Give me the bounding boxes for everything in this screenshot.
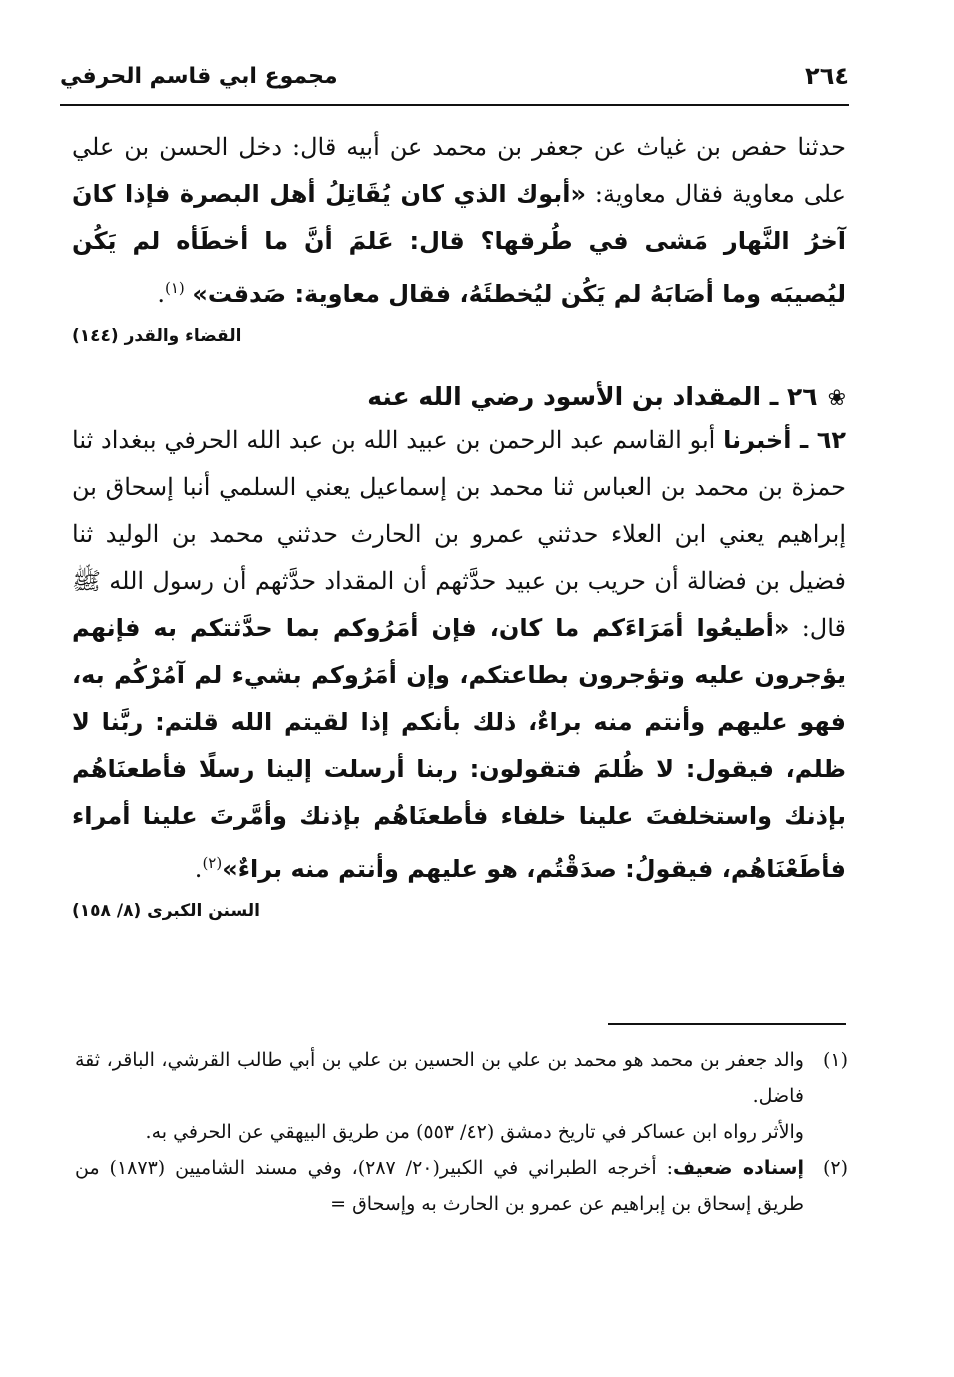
footnote-number: (٢) [822, 1157, 848, 1179]
footnote-ref-2: (٢) [202, 854, 223, 872]
footnote-bold-lead: إسناده ضعيف [673, 1157, 804, 1179]
hadith-isnad-text: أبو القاسم عبد الرحمن بن عبيد الله بن عبد الله الحرفي ببغداد ثنا حمزة بن محمد بن العباس ثنا محمد بن إسماعيل يعني السلمي أنبا إسحاق بن إبراهيم يعني ابن العلاء حدثني عمرو بن الحارث حدثني محمد بن الوليد ثنا فضيل بن فضالة أن حريب بن عبيد حدَّثهم أن المقداد حدَّثهم أن رسول الله ﷺ قال: [72, 426, 847, 642]
source-citation-1: القضاء والقدر (١٤٤) [72, 326, 242, 346]
footnote-2 [75, 1150, 848, 1222]
hadith-number-label: ٦٢ ـ أخبرنا [723, 426, 846, 454]
main-text [72, 124, 846, 921]
footnote-line: والأثر رواه ابن عساكر في تاريخ دمشق (٤٢/ ٥٥٣) من طريق البيهقي عن الحرفي به. [145, 1121, 804, 1143]
end-mark: . [157, 280, 165, 308]
running-title: مجموع ابي قاسم الحرفي [60, 64, 338, 89]
footnote-number: (١) [822, 1049, 848, 1071]
end-mark: . [194, 855, 203, 883]
hadith-matn-text: «أطيعُوا أمَرَاءَكم ما كان، فإن أمَرُوكم بما حدَّثتكم به فإنهم يؤجرون عليه وتؤجرون بطاعتكم، وإن أمَرُوكم بشيء لم آمُرْكُم به، فهو عليهم وأنتم منه براءٌ، ذلك بأنكم إذا لقيتم الله قلتم: ربَّنا لا ظلم، فيقول: لا ظُلمَ فتقولون: ربنا أرسلت إلينا رسلًا فأطعنَاهُم بإذنك واستخلفتَ علينا خلفاء فأطعنَاهُم بإذنك وأمَّرتَ علينا أمراء فأطَعْنَاهُم، فيقولُ: صدَقْتُم، هو عليهم وأنتم منه براءٌ» [72, 614, 846, 883]
footnote-line [75, 1150, 804, 1222]
source-citation-2: السنن الكبرى (٨/ ١٥٨) [72, 901, 260, 921]
header-rule [60, 104, 849, 106]
footnote-text: : أخرجه الطبراني في الكبير(٢٠/ ٢٨٧)، وفي مسند الشاميين (١٨٧٣) من طريق إسحاق بن إبراهيم عن عمرو بن الحارث به وإسحاق = [75, 1157, 804, 1215]
hadith-paragraph-62 [72, 417, 846, 893]
section-heading [72, 382, 846, 411]
section-title: ٢٦ ـ المقداد بن الأسود رضي الله عنه [367, 382, 818, 411]
footnote-body [75, 1042, 804, 1150]
footnote-ref-1: (١) [164, 279, 185, 297]
page-header [60, 52, 849, 102]
footnote-separator [608, 1023, 846, 1025]
hadith-paragraph-1 [72, 124, 846, 318]
footnote-1 [75, 1042, 848, 1150]
hadith-isnad-text: حدثنا حفص بن غياث عن جعفر بن محمد عن أبيه قال: دخل الحسن بن علي على معاوية فقال معاوية: [72, 133, 846, 208]
footnote-body [75, 1150, 804, 1222]
flower-icon: ❀ [827, 386, 846, 411]
hadith-matn-text: «أبوك الذي كان يُقَاتِلُ أهل البصرة فإذا كانَ آخرُ النَّهار مَشى في طُرقها؟ قال: عَلمَ أنَّ ما أخطَأه لم يَكُن ليُصيبَه وما أصَابَهُ لم يَكُن ليُخطئَهُ، فقال معاوية: صَدقت» [72, 180, 846, 308]
footnote-line: والد جعفر بن محمد هو محمد بن علي بن الحسين بن علي بن أبي طالب القرشي، الباقر، ثقة فاضل. [75, 1049, 804, 1107]
page-number: ٢٦٤ [805, 62, 849, 90]
footnotes [75, 1042, 848, 1222]
